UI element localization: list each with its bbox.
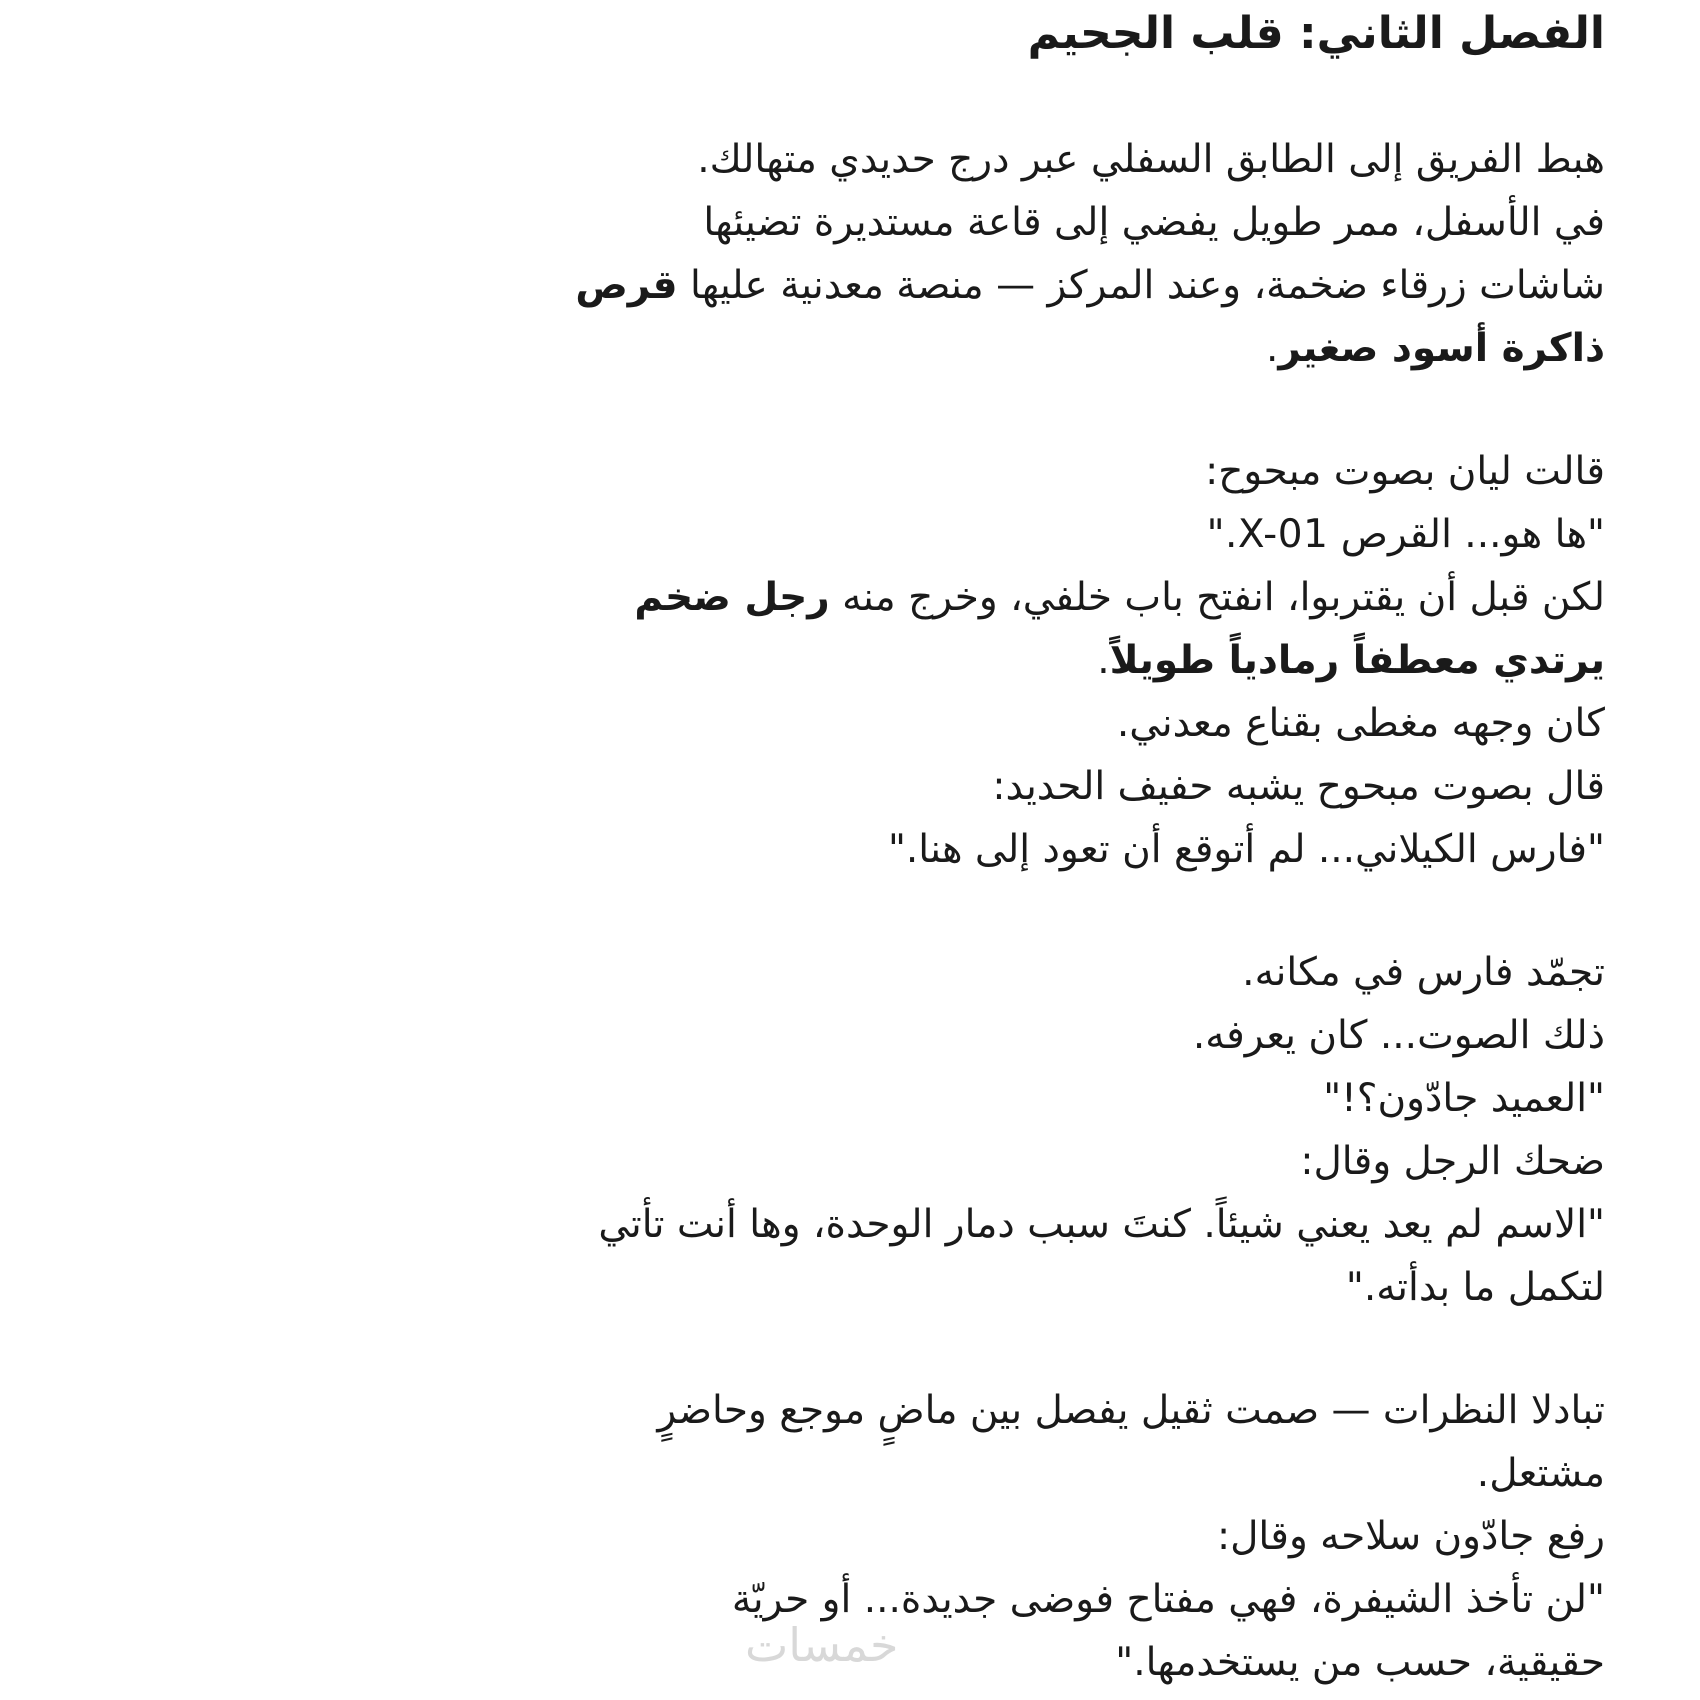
text-line: في الأسفل، ممر طويل يفضي إلى قاعة مستديرة تضيئها: [703, 200, 1605, 245]
text-line: رفع جادّون سلاحه وقال:: [1216, 1514, 1605, 1559]
text-line: قالت ليان بصوت مبحوح:: [1205, 449, 1605, 494]
spacer: [45, 881, 1605, 941]
text-span: لكن قبل أن يقتربوا، انفتح باب خلفي، وخرج منه: [829, 575, 1605, 620]
text-line: "العميد جادّون؟!": [1323, 1076, 1605, 1121]
bold-text: ذاكرة أسود صغير: [1278, 326, 1605, 371]
text-span: .: [1097, 638, 1110, 683]
paragraph-3: [45, 941, 1605, 1319]
text-line: هبط الفريق إلى الطابق السفلي عبر درج حديدي متهالك.: [697, 137, 1605, 182]
text-line: [45, 254, 1605, 317]
chapter-title: الفصل الثاني: قلب الجحيم: [1027, 8, 1605, 59]
text-line: ضحك الرجل وقال:: [1300, 1139, 1605, 1184]
spacer: [45, 1319, 1605, 1379]
spacer: [45, 380, 1605, 440]
watermark-logo: خمسات: [745, 1618, 899, 1672]
document-body: [45, 0, 1605, 1694]
text-line: كان وجهه مغطى بقناع معدني.: [1116, 701, 1605, 746]
text-line: [45, 317, 1605, 380]
text-line: تجمّد فارس في مكانه.: [1242, 950, 1605, 995]
text-span: .: [1266, 326, 1279, 371]
bold-text: قرص: [575, 263, 678, 308]
paragraph-1: [45, 128, 1605, 380]
text-line: تبادلا النظرات — صمت ثقيل يفصل بين ماضٍ موجع وحاضرٍ: [657, 1388, 1605, 1433]
paragraph-2: [45, 440, 1605, 881]
bold-text: يرتدي معطفاً رمادياً طويلاً: [1109, 638, 1605, 683]
text-line: [45, 566, 1605, 629]
bold-text: رجل ضخم: [634, 575, 830, 620]
text-line: [45, 629, 1605, 692]
text-line: "ها هو... القرص X-01.": [1206, 512, 1605, 557]
text-span: شاشات زرقاء ضخمة، وعند المركز — منصة معدنية عليها: [677, 263, 1605, 308]
text-line: حقيقية، حسب من يستخدمها.": [1115, 1640, 1605, 1685]
text-line: "فارس الكيلاني... لم أتوقع أن تعود إلى هنا.": [887, 827, 1605, 872]
text-line: "لن تأخذ الشيفرة، فهي مفتاح فوضى جديدة... أو حريّة: [731, 1577, 1605, 1622]
text-line: مشتعل.: [1476, 1451, 1605, 1496]
text-line: ذلك الصوت... كان يعرفه.: [1192, 1013, 1605, 1058]
text-line: قال بصوت مبحوح يشبه حفيف الحديد:: [992, 764, 1605, 809]
text-line: لتكمل ما بدأته.": [1345, 1265, 1605, 1310]
text-line: "الاسم لم يعد يعني شيئاً. كنتَ سبب دمار الوحدة، وها أنت تأتي: [598, 1202, 1605, 1247]
spacer: [45, 64, 1605, 128]
